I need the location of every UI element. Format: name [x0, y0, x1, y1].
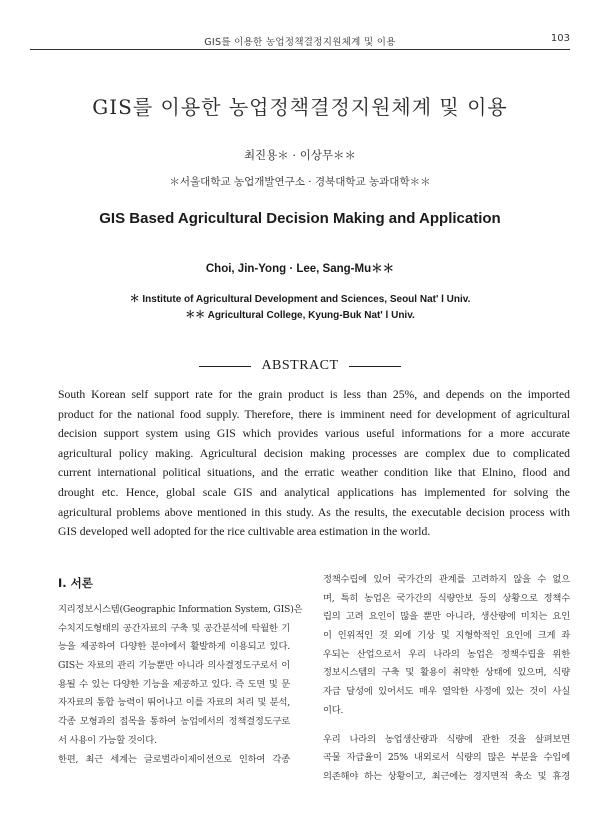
body-line: 한편, 최근 세계는 글로벌라이제이션으로 인하여 각종 — [58, 753, 290, 765]
body-left-column — [58, 575, 303, 769]
abstract-heading — [0, 358, 600, 374]
body-line: GIS는 자료의 관리 기능뿐만 아니라 의사결정도구로서 이 — [58, 660, 290, 672]
abstract-line: current international political situations, and the erratic weather condition like that Elnino, flood and — [58, 466, 570, 480]
running-header — [30, 29, 570, 50]
body-line: 정책수립에 있어 국가간의 관계를 고려하지 않을 수 없으 — [323, 574, 570, 585]
authors-english: Choi, Jin-Yong · Lee, Sang-Mu＊＊ — [205, 263, 395, 275]
affiliation-english-1: ＊ Institute of Agricultural Development and Sciences, Seoul Nat' l Univ. — [129, 294, 471, 305]
affiliation-english-2: ＊＊ Agricultural College, Kyung-Buk Nat' l Univ. — [185, 310, 415, 321]
abstract-body — [58, 385, 570, 542]
abstract-line: drought etc. Hence, global scale GIS and analytical applications has implemented for solving the — [58, 485, 570, 499]
body-line: 자급 달성에 있어서도 매우 열악한 사정에 있는 것이 사실 — [323, 686, 570, 698]
abstract-line: South Korean self support rate for the grain product is less than 25%, and depends on the imported — [58, 388, 570, 401]
body-line: 지리정보시스템(Geographic Information System, GIS)은 — [58, 604, 303, 615]
body-line: 각종 모형과의 접목을 통하여 농업에서의 정책결정도구로 — [58, 716, 290, 728]
body-right-column — [323, 571, 570, 787]
abstract-line: agricultural policy making. Agricultural decision making processes are complex due to complicated — [58, 446, 570, 460]
abstract-line: product for the national food supply. Therefore, there is imminent need for development of agricultural — [58, 407, 570, 421]
body-line: 우리 나라의 농업생산량과 식량에 관한 것을 살펴보면 — [323, 733, 570, 745]
body-line: 우되는 산업으로서 우리 나라의 농업은 정책수립을 위한 — [323, 648, 570, 660]
page-number: 103 — [550, 33, 570, 44]
body-line: 의존해야 하는 상황이고, 최근에는 경지면적 축소 및 휴경 — [323, 770, 570, 782]
body-line: 이 인위적인 것 외에 기상 및 지형학적인 요인에 크게 좌 — [323, 630, 570, 642]
body-line: 수치지도형태의 공간자료의 구축 및 공간분석에 탁월한 기 — [58, 622, 290, 634]
body-line: 정보시스템의 구축 및 활용이 취약한 상태에 있으며, 식량 — [323, 667, 570, 679]
abstract-line: decision support system using GIS which provides various useful informations for a more accurate — [58, 427, 570, 441]
body-line: 용될 수 있는 다양한 기능을 제공하고 있다. 즉 도면 및 문 — [58, 678, 290, 690]
body-line: 서 사용이 가능할 것이다. — [58, 734, 157, 746]
body-line: 능을 제공하여 다양한 분야에서 활발하게 이용되고 있다. — [58, 641, 290, 653]
paragraph-gap — [323, 721, 570, 731]
body-line: 며, 특히 농업은 국가간의 식량안보 등의 상황으로 정책수 — [323, 592, 570, 604]
body-line: 자자료의 통합 능력이 뛰어나고 이를 자료의 처리 및 분석, — [58, 697, 290, 709]
body-line: 곡물 자급율이 25% 내외로서 식량의 많은 부분을 수입에 — [323, 752, 570, 764]
abstract-line: agricultural problems above mentioned in this study. As the results, the executable decision process with — [58, 505, 570, 519]
abstract-rule-right — [349, 366, 401, 367]
body-line: 립의 고려 요인이 많을 뿐만 아니라, 생산량에 미치는 요인 — [323, 611, 570, 623]
paper-title-english: GIS Based Agricultural Decision Making and Application — [99, 210, 501, 227]
abstract-heading-text: ABSTRACT — [261, 358, 339, 373]
abstract-line: GIS developed well adopted for the rice cultivable area estimation in the world. — [58, 525, 431, 539]
abstract-rule-left — [199, 366, 251, 367]
affiliation-korean: ＊서울대학교 농업개발연구소 · 경북대학교 농과대학＊＊ — [169, 176, 431, 188]
running-title: GIS를 이용한 농업정책결정지원체계 및 이용 — [204, 37, 396, 48]
authors-korean: 최진용＊ · 이상무＊＊ — [243, 148, 357, 162]
paper-title-korean: GIS를 이용한 농업정책결정지원체계 및 이용 — [92, 95, 508, 119]
body-line: 이다. — [323, 704, 344, 716]
section-heading-introduction: I. 서론 — [58, 576, 93, 590]
